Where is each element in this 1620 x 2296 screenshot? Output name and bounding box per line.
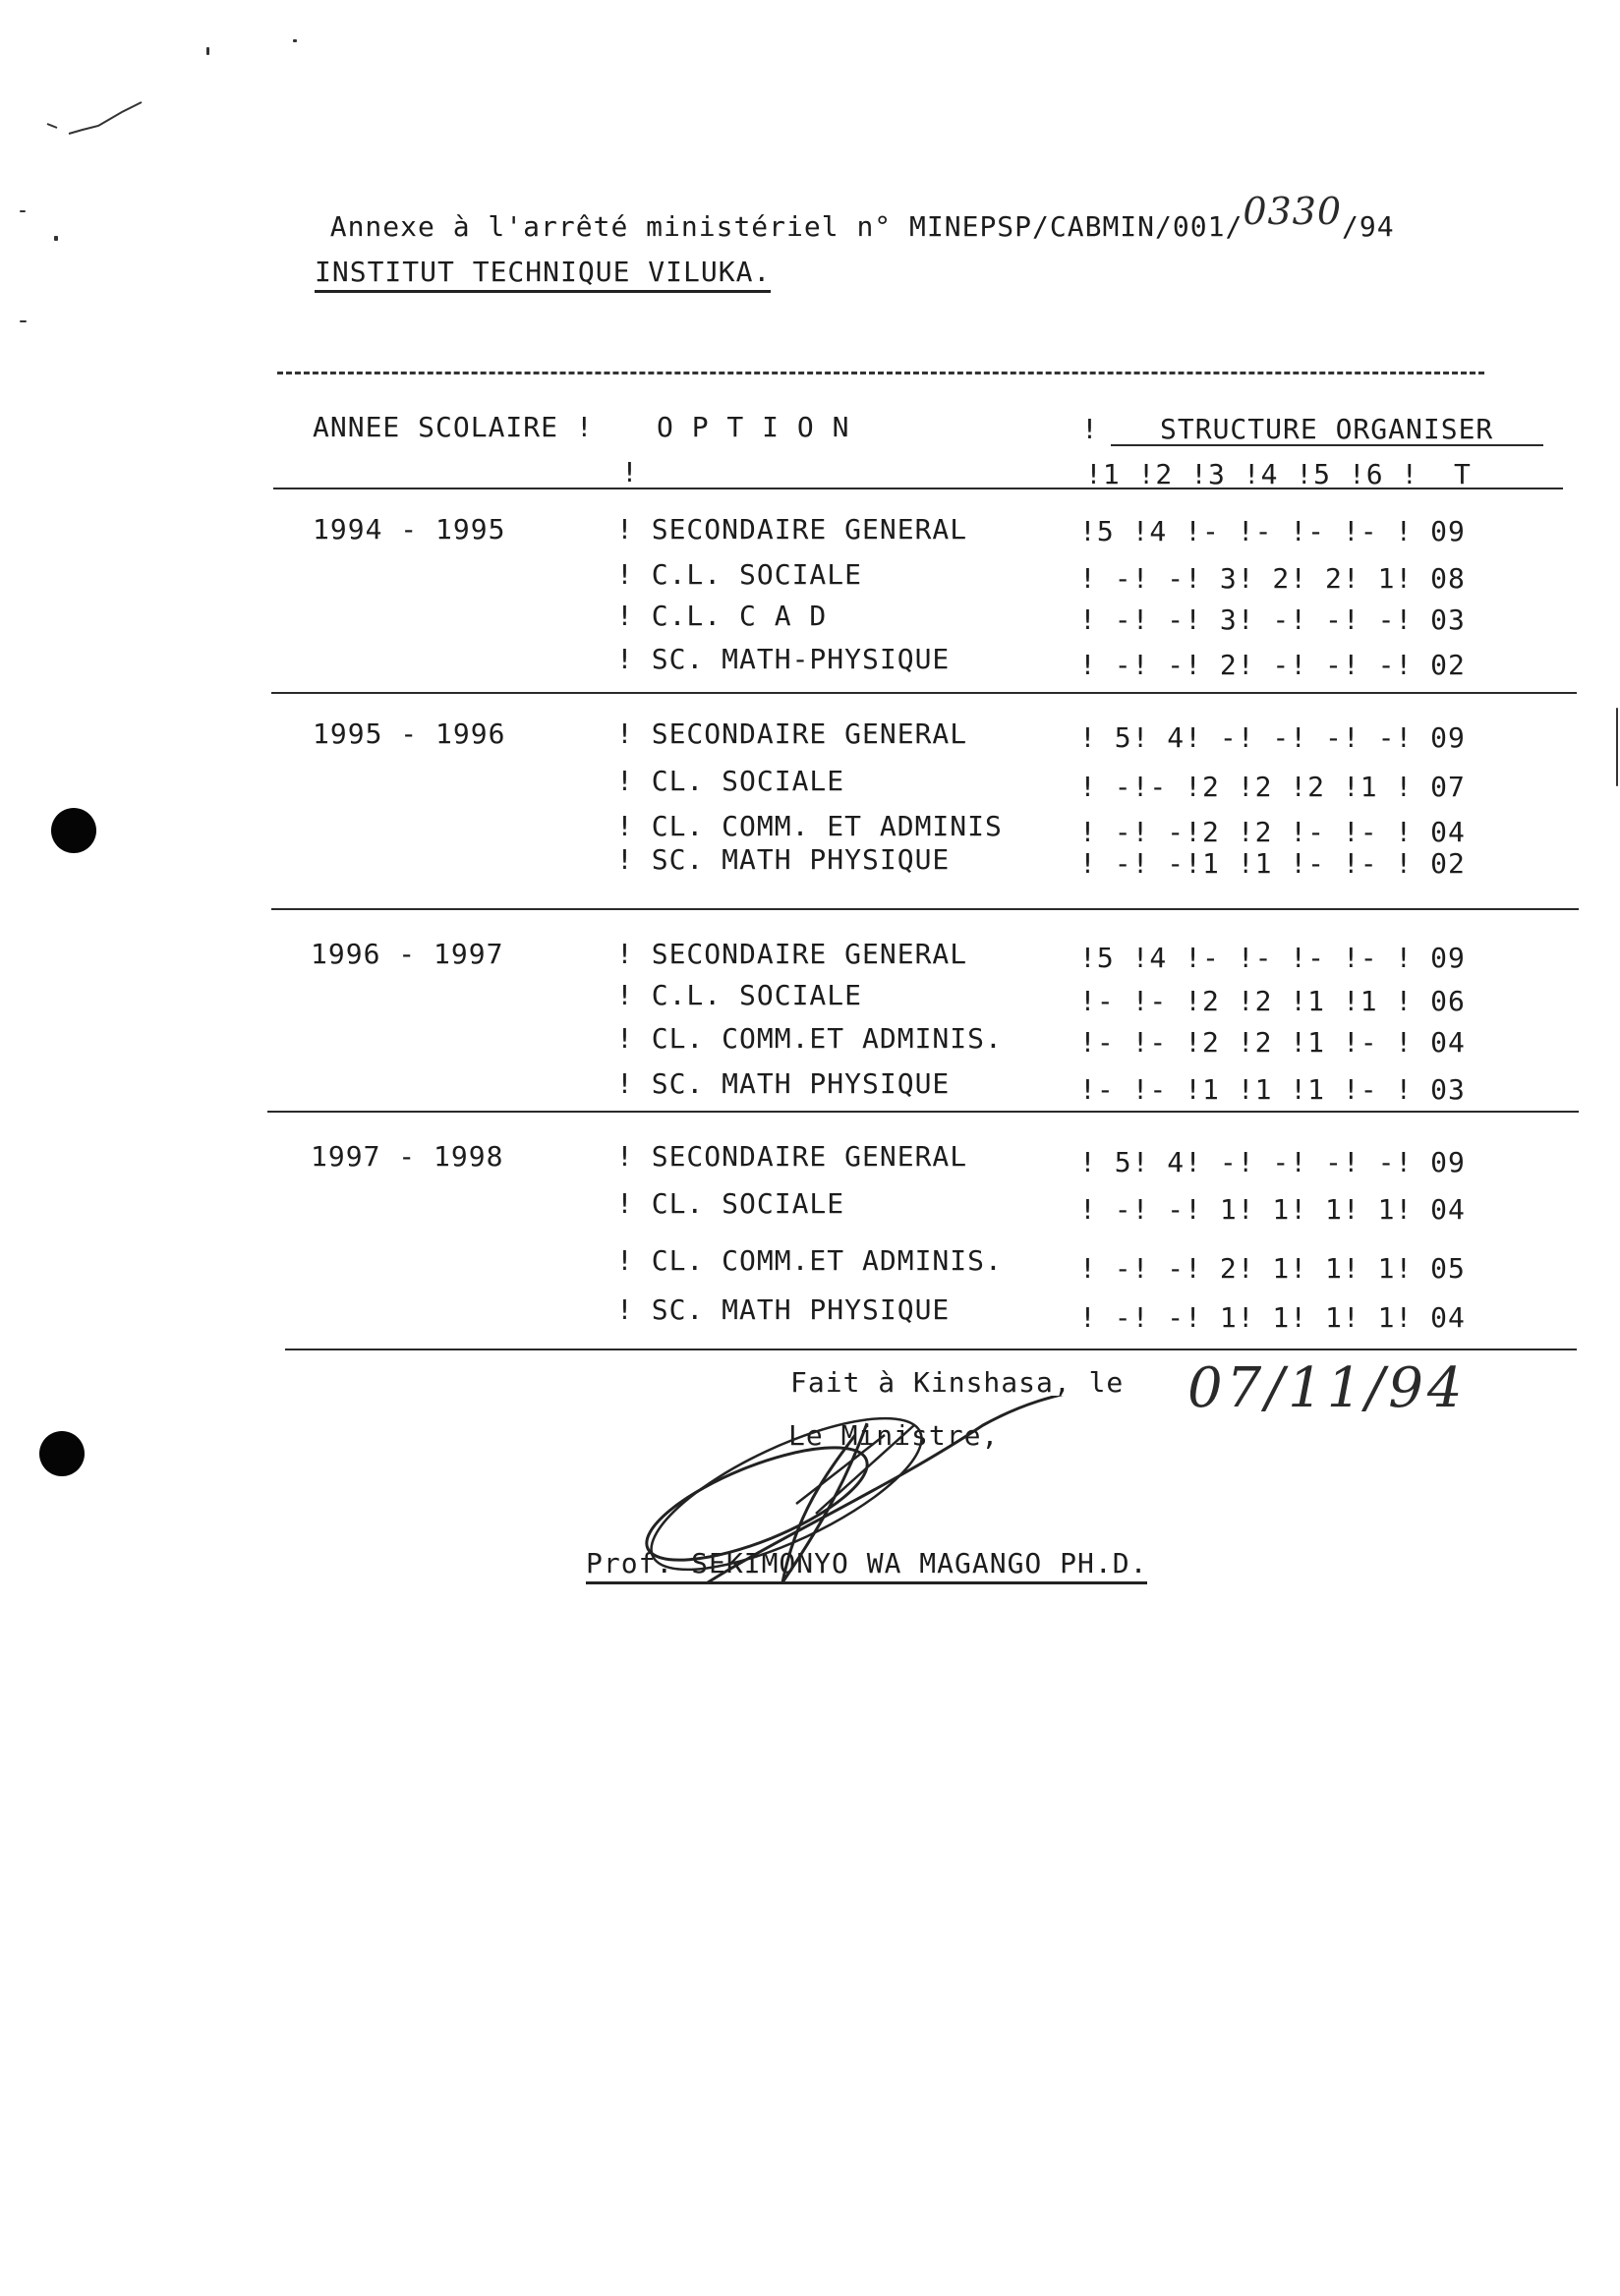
structure-cell: !- !- !1 !1 !1 !- ! 03 [1079, 1073, 1466, 1106]
structure-cell: ! -!- !2 !2 !2 !1 ! 07 [1079, 771, 1466, 803]
group-year: 1995 - 1996 [313, 718, 506, 750]
handwritten-signature [590, 1396, 1140, 1612]
scan-speck [206, 47, 209, 55]
option-cell: ! SECONDAIRE GENERAL [616, 1140, 968, 1173]
column-structure-header: STRUCTURE ORGANISER [1160, 413, 1494, 445]
group-separator [267, 1111, 1579, 1113]
place-label: Fait à Kinshasa, le [790, 1366, 1125, 1399]
annex-reference [295, 169, 1395, 245]
structure-cell: ! -! -! 1! 1! 1! 1! 04 [1079, 1301, 1466, 1334]
structure-cell: ! 5! 4! -! -! -! -! 09 [1079, 1146, 1466, 1178]
institution-title: INSTITUT TECHNIQUE VILUKA. [315, 256, 771, 293]
structure-cell: !5 !4 !- !- !- !- ! 09 [1079, 942, 1466, 974]
structure-cell: ! -! -! 2! 1! 1! 1! 05 [1079, 1252, 1466, 1285]
scan-speck [293, 39, 297, 42]
structure-cell: !- !- !2 !2 !1 !1 ! 06 [1079, 985, 1466, 1017]
group-separator [271, 692, 1577, 694]
annex-prefix: Annexe à l'arrêté ministériel n° MINEPSP/CABMIN/001/ [329, 210, 1244, 243]
group-year: 1994 - 1995 [313, 513, 506, 545]
structure-cell: ! -! -! 1! 1! 1! 1! 04 [1079, 1193, 1466, 1226]
option-cell: ! CL. SOCIALE [616, 765, 845, 797]
option-cell: ! SC. MATH PHYSIQUE [616, 843, 951, 876]
structure-cell: ! -! -!1 !1 !- !- ! 02 [1079, 847, 1466, 880]
scan-speck [20, 320, 27, 322]
option-cell: ! C.L. SOCIALE [616, 558, 863, 591]
option-cell: ! CL. SOCIALE [616, 1187, 845, 1220]
column-structure-sep: ! [1081, 413, 1099, 445]
option-cell: ! SC. MATH-PHYSIQUE [616, 643, 951, 675]
column-option-header: O P T I O N [657, 411, 850, 443]
annex-suffix: /94 [1342, 210, 1395, 243]
punch-hole-bottom [39, 1431, 85, 1476]
option-cell: ! C.L. C A D [616, 600, 828, 632]
option-cell: ! SC. MATH PHYSIQUE [616, 1067, 951, 1100]
column-year-header: ANNEE SCOLAIRE ! [313, 411, 594, 443]
option-cell: ! C.L. SOCIALE [616, 979, 863, 1011]
structure-cell: !- !- !2 !2 !1 !- ! 04 [1079, 1026, 1466, 1059]
page-edge-mark [1616, 708, 1618, 786]
group-separator [271, 908, 1579, 910]
structure-underline [1111, 444, 1543, 446]
signatory-name: Prof. SEKIMONYO WA MAGANGO PH.D. [586, 1547, 1147, 1584]
annex-number: 0330 [1243, 190, 1343, 233]
table-bottom-rule [285, 1349, 1577, 1350]
structure-cell: !5 !4 !- !- !- !- ! 09 [1079, 515, 1466, 547]
option-cell: ! CL. COMM. ET ADMINIS [616, 810, 1003, 842]
option-cell: ! CL. COMM.ET ADMINIS. [616, 1244, 1003, 1277]
scan-scribble [39, 88, 167, 147]
option-sep-row2: ! [621, 456, 639, 488]
class-columns-header: !1 !2 !3 !4 !5 !6 ! T [1085, 458, 1472, 490]
option-cell: ! SC. MATH PHYSIQUE [616, 1293, 951, 1326]
structure-cell: ! 5! 4! -! -! -! -! 09 [1079, 721, 1466, 754]
header-bottom-rule [273, 488, 1563, 489]
structure-cell: ! -! -! 3! 2! 2! 1! 08 [1079, 562, 1466, 595]
option-cell: ! SECONDAIRE GENERAL [616, 513, 968, 545]
structure-cell: ! -! -! 3! -! -! -! 03 [1079, 603, 1466, 636]
scan-speck [20, 210, 26, 212]
minister-role: Le Ministre, [788, 1419, 1000, 1452]
scan-speck [54, 236, 58, 241]
option-cell: ! SECONDAIRE GENERAL [616, 938, 968, 970]
option-cell: ! SECONDAIRE GENERAL [616, 718, 968, 750]
group-year: 1996 - 1997 [311, 938, 504, 970]
structure-cell: ! -! -!2 !2 !- !- ! 04 [1079, 816, 1466, 848]
structure-cell: ! -! -! 2! -! -! -! 02 [1079, 649, 1466, 681]
option-cell: ! CL. COMM.ET ADMINIS. [616, 1022, 1003, 1055]
group-year: 1997 - 1998 [311, 1140, 504, 1173]
signature-date: 07/11/94 [1187, 1356, 1467, 1420]
header-dashed-rule [277, 372, 1484, 374]
punch-hole-top [51, 808, 96, 853]
